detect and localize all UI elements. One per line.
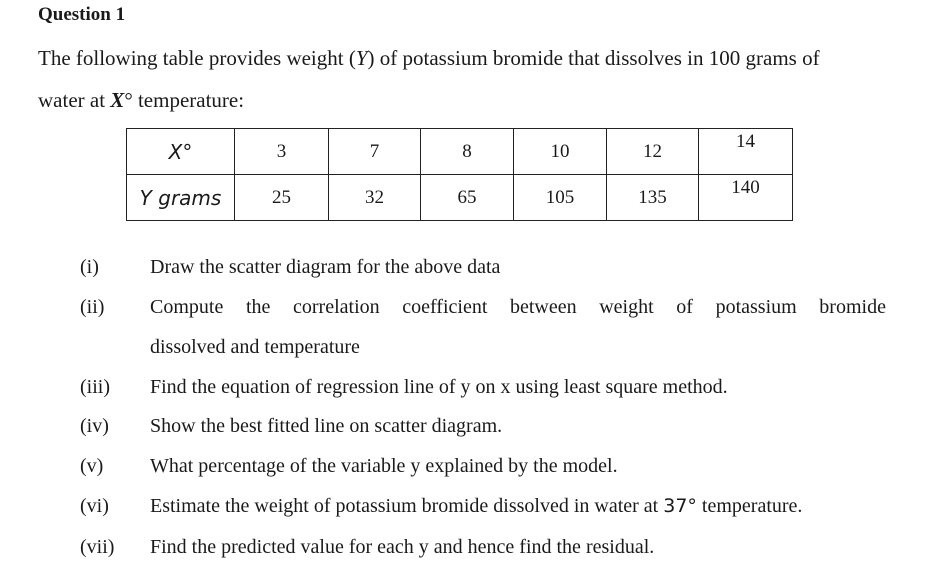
part-text: Find the equation of regression line of y on x using least square method.	[150, 376, 728, 398]
part-number: (ii)	[80, 296, 105, 318]
part-text: dissolved and temperature	[150, 336, 360, 358]
part-text: Estimate the weight of potassium bromide dissolved in water at 37° temperature.	[150, 495, 803, 517]
table-cell: 25	[235, 175, 329, 221]
table-row-x	[127, 129, 793, 175]
part-number: (vii)	[80, 536, 115, 558]
part-number: (v)	[80, 455, 104, 477]
intro-line-2: water at X° temperature:	[38, 88, 245, 112]
table-cell: 7	[329, 129, 421, 175]
table-cell: 10	[514, 129, 607, 175]
table-cell: 3	[235, 129, 329, 175]
part-number: (iv)	[80, 415, 109, 437]
y-header-cell: Y grams	[127, 175, 235, 221]
table-cell: 140	[699, 175, 793, 221]
x-header-cell: X°	[127, 129, 235, 175]
table-cell: 105	[514, 175, 607, 221]
table-cell: 8	[421, 129, 514, 175]
part-number: (i)	[80, 256, 99, 278]
intro-line-1: The following table provides weight (Y) of potassium bromide that dissolves in 100 grams of	[38, 46, 820, 70]
table-cell: 14	[699, 129, 793, 175]
part-text: What percentage of the variable y explained by the model.	[150, 455, 618, 477]
data-table	[126, 128, 793, 221]
part-text: Show the best fitted line on scatter diagram.	[150, 415, 503, 437]
table-cell: 135	[607, 175, 699, 221]
table-cell: 65	[421, 175, 514, 221]
part-text: Find the predicted value for each y and hence find the residual.	[150, 536, 655, 558]
part-number: (vi)	[80, 495, 109, 517]
table-row-y	[127, 175, 793, 221]
part-number: (iii)	[80, 376, 110, 398]
table-cell: 32	[329, 175, 421, 221]
table-cell: 12	[607, 129, 699, 175]
question-heading: Question 1	[38, 4, 126, 25]
part-text: Compute the correlation coefficient between weight of potassium bromide	[150, 296, 886, 318]
part-text: Draw the scatter diagram for the above data	[150, 256, 501, 278]
